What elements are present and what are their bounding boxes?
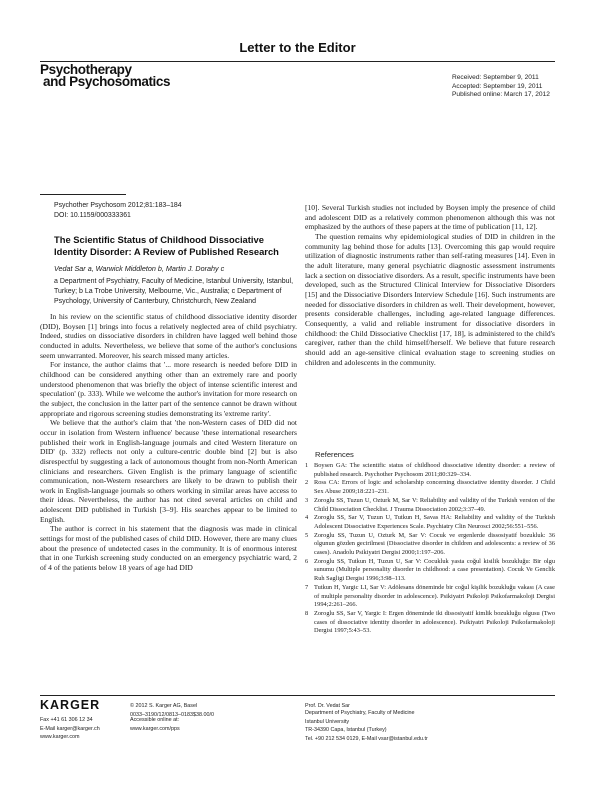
reference-item: [305, 462, 555, 479]
reference-text: Zoroglu SS, Tuzun U, Ozturk M, Sar V: Reliability and validity of the Turkish version of the Child Dissociation Checklist. J Trauma Dissociation 2002;3:37–49.: [314, 496, 555, 513]
reference-number: 4: [305, 514, 309, 522]
references-list: [305, 462, 555, 636]
body-paragraph: For instance, the author claims that '... more research is needed before DID in childhood can be considered anything other than an extremely rare and poorly understood phenomenon that was briefly the object of intense scientific interest and speculation' (p. 333). While we welcome the author's invitation for more research on the subject, the conclusion in the latter part of the sentence cannot be drawn without appropriate and rigorous screening studies demonstrating its 'extreme rarity'.: [40, 360, 297, 418]
issn: 0033–3190/12/0813–0183$38.00/0: [130, 711, 214, 718]
publisher-logo: KARGER: [40, 698, 101, 712]
access-block: [130, 716, 180, 733]
correspondence-address: [305, 709, 428, 743]
publisher-fax: Fax +41 61 306 12 34: [40, 717, 93, 723]
reference-number: 7: [305, 583, 309, 591]
body-paragraph: The author is correct in his statement that the diagnosis was made in clinical settings for most of the published cases of child DID. However, there are many clues about the presence of undetected cases in the community. It is of enormous interest that in one Turkish screening study conducted on an emergency psychiatric ward, 2 of 4 of the patients below 18 years of age had DID: [40, 524, 297, 573]
authors: Vedat Sar a, Warwick Middleton b, Martin J. Dorahy c: [54, 264, 225, 273]
reference-item: [305, 584, 555, 610]
reference-text: Tutkun H, Yargic LI, Sar V: Adölesans döneminde bir coğul kişilik bozukluğu vakası (A case of multiple personality disorder in adolescence). Psikiyatri Psikoloji Psikofarmakoloji Dergisi 1994;2:261–266.: [314, 583, 555, 609]
reference-item: [305, 558, 555, 584]
body-paragraph: [10]. Several Turkish studies not included by Boysen imply the presence of child and adolescent DID as a relatively common phenomenon although this was not emphasized by the authors of these papers at the time of publication [11, 12].: [305, 203, 555, 232]
reference-text: Zoroglu SS, Tuzun U, Ozturk M, Sar V: Cocuk ve ergenlerde dissosiyatif bozukluk: 36 olgunun gözden gecirilmesi (Dissociative disorder in children and adolescents: a review of 36 cases). Anadolu Psikiyatri Dergisi 2000;1:197–206.: [314, 531, 555, 557]
reference-number: 8: [305, 609, 309, 617]
footer-rule: [40, 695, 555, 696]
publisher-email[interactable]: E-Mail karger@karger.ch: [40, 725, 100, 732]
front-matter-rule: [40, 194, 126, 195]
reference-item: [305, 497, 555, 514]
corr-contact: Tel. +90 212 534 0129, E-Mail vsar@istanbul.edu.tr: [305, 735, 428, 742]
reference-text: Zoroglu SS, Tutkun H, Tuzun U, Sar V: Cocukluk yasta coğul kisilik bozukluğu: Bir olgu sunumu (Multiple personality disorder in childhood: a case presentation). Cocuk Ve Genclik Ruh Sagligi Dergisi 1996;3:98–113.: [314, 557, 555, 583]
received-date: Received: September 9, 2011: [452, 74, 539, 81]
journal-logo: [40, 64, 180, 88]
published-date: Published online: March 17, 2012: [452, 91, 550, 99]
copyright: © 2012 S. Karger AG, Basel: [130, 703, 198, 709]
reference-number: 6: [305, 557, 309, 565]
reference-number: 2: [305, 479, 309, 487]
reference-number: 1: [305, 462, 309, 469]
reference-number: 5: [305, 531, 309, 539]
reference-text: Zoroglu SS, Sar V, Yargic I: Ergen döneminde iki dissosiyatif kimlik bozukluğu olgusu (Two cases of dissociative identity disorder in adolescence). Psikiyatri Psikoloji Psikofarmakoloji Dergisi 1997;5:43–53.: [314, 609, 555, 635]
journal-logo-line2: and Psychosomatics: [43, 74, 171, 89]
reference-text: Ross CA: Errors of logic and scholarship concerning dissociative identity disorder. J Child Sex Abuse 2009;18:221–231.: [314, 479, 555, 496]
corr-dept: Department of Psychiatry, Faculty of Medicine: [305, 710, 415, 716]
references-heading: References: [315, 450, 354, 459]
affiliations: a Department of Psychiatry, Faculty of Medicine, Istanbul University, Istanbul, Turkey; b La Trobe University, Melbourne, Vic., Australia; c Department of Psychology, University of Canterbury, Christchurch, New Zealand: [54, 278, 294, 305]
reference-item: [305, 479, 555, 496]
publisher-contact: [40, 716, 100, 742]
publication-dates: [452, 74, 550, 100]
doi: DOI: 10.1159/000333361: [54, 211, 131, 219]
correspondence-name: Prof. Dr. Vedat Sar: [305, 703, 350, 709]
body-left-column: [40, 312, 297, 573]
citation-block: [54, 201, 294, 221]
body-right-column: [305, 203, 555, 367]
body-paragraph: The question remains why epidemiological studies of DID in children in the community lag behind those for adults [13]. Overcoming this gap would require utilization of diagnostic instruments rather than self-rating measures [14]. Even in the adult literature, many general psychiatric diagnostic assessment instruments lack a section on dissociative disorders. As a result, specific instruments have been developed, such as the Structured Clinical Interview for Dissociative Disorders [15] and the Dissociative Disorders Interview Schedule [16]. Such instruments are needed for dissociative disorders in children as well. Their development, however, presents considerable challenges, including age-related language differences. Consequently, a valid and reliable instrument for dissociative disorders in childhood: the Child Dissociative Checklist [17, 18], is administered to the child's caregiver, rather than the child himself/herself. We believe that future research should add an age-sensitive clinical evaluation stage to screening studies on children and adolescents in the community.: [305, 231, 555, 367]
reference-item: [305, 532, 555, 558]
section-label: Letter to the Editor: [239, 40, 356, 55]
reference-item: [305, 610, 555, 636]
body-paragraph: In his review on the scientific status of childhood dissociative identity disorder (DID), Boysen [1] brings into focus a relatively neglected area of child psychiatry. Indeed, studies on dissociative disorders in children have lagged well behind those conducted in adults. Nevertheless, we believe that some of the author's conclusions seem unwarranted. Moreover, his search missed many articles.: [40, 312, 297, 360]
article-title: The Scientific Status of Childhood Dissociative Identity Disorder: A Review of Published Research: [54, 234, 279, 258]
access-url[interactable]: www.karger.com/pps: [130, 725, 180, 732]
body-paragraph: We believe that the author's claim that 'the non-Western cases of DID did not occur in isolation from Western influence' because 'these international researchers published their work in English-language journals and cited Western literature on DID' (p. 332) reflects not only a culture-centric double bind [2] but is also disrespectful by suggesting a lack of autonomous thought from non-North American clinicians and researchers. Given English is the primary language of scientific communication, non-Western researchers are likely to be drawn to publish their work in English-language journals so others working in similar areas have access to their ideas. Nevertheless, the author has not cited several articles on child and adolescent DID published in Turkish [3–9]. His searches appear to be limited to English.: [40, 418, 297, 524]
corr-address: TR-34390 Capa, Istanbul (Turkey): [305, 727, 387, 734]
reference-item: [305, 514, 555, 531]
citation: Psychother Psychosom 2012;81:183–184: [54, 202, 182, 209]
access-label: Accessible online at:: [130, 717, 180, 723]
journal-logo-line1: Psychotherapy: [40, 62, 132, 77]
accepted-date: Accepted: September 19, 2011: [452, 82, 543, 90]
reference-number: 3: [305, 496, 309, 504]
reference-text: Boysen GA: The scientific status of childhood dissociative identity disorder: a review of published research. Psychother Psychosom 2011;80:329–334.: [314, 462, 555, 478]
publisher-website[interactable]: www.karger.com: [40, 734, 80, 741]
reference-text: Zoroglu SS, Sar V, Tuzun U, Tutkun H, Savas HA: Reliability and validity of the Turkish Adolescent Dissociative Experiences Scale. Psychiatry Clin Neurosci 2002;56:551–556.: [314, 514, 555, 530]
corr-univ: Istanbul University: [305, 718, 350, 725]
